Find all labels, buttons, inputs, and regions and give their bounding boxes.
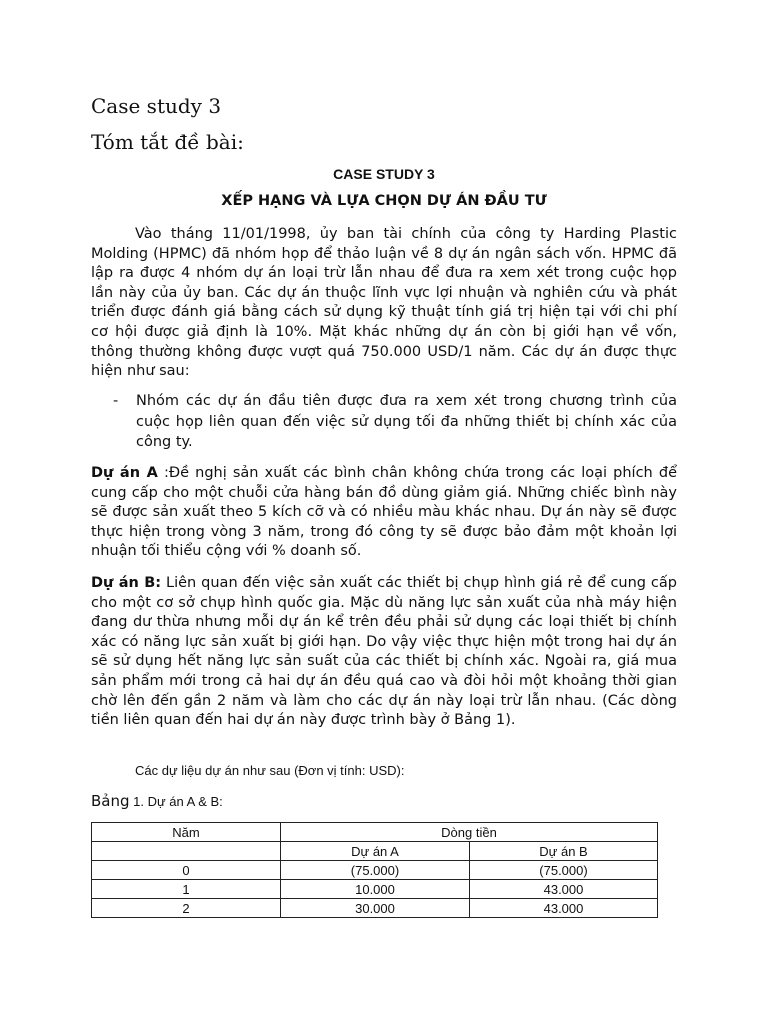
data-note: Các dự liệu dự án như sau (Đơn vị tính: USD): [135,763,405,778]
cell-year: 0 [92,861,281,880]
subheader-project-b: Dự án B [470,842,658,861]
document-title: XẾP HẠNG VÀ LỰA CHỌN DỰ ÁN ĐẦU TƯ [221,193,547,209]
cell-project-a: 10.000 [281,880,470,899]
case-study-label: CASE STUDY 3 [333,166,435,182]
cell-project-a: (75.000) [281,861,470,880]
cell-project-b: 43.000 [470,880,658,899]
bullet-dash: - [113,393,119,409]
cell-year: 1 [92,880,281,899]
project-a-paragraph [91,464,677,562]
subheader-empty [92,842,281,861]
cashflow-table [91,822,658,918]
subheader-project-a: Dự án A [281,842,470,861]
table-caption [91,792,223,810]
intro-paragraph: Vào tháng 11/01/1998, ủy ban tài chính của công ty Harding Plastic Molding (HPMC) đã nhóm họp để thảo luận về 8 dự án ngân sách vốn. HPMC đã lập ra được 4 nhóm dự án loại trừ lẫn nhau để đưa ra xem xét trong cuộc họp lần này của ủy ban. Các dự án thuộc lĩnh vực lợi nhuận và nghiên cứu và phát triển được đánh giá bằng cách sử dụng kỹ thuật tính giá trị hiện tại với chi phí cơ hội được giả định là 10%. Mặt khác những dự án còn bị giới hạn về vốn, thông thường không được vượt quá 750.000 USD/1 năm. Các dự án được thực hiện như sau: [91,226,677,380]
table-row [92,861,658,880]
header-cashflow: Dòng tiền [281,823,658,842]
cell-year: 2 [92,899,281,918]
cell-project-a: 30.000 [281,899,470,918]
table-subheader-row [92,842,658,861]
project-b-paragraph [91,574,677,731]
cell-project-b: 43.000 [470,899,658,918]
bullet-item [91,391,677,453]
bullet-text: Nhóm các dự án đầu tiên được đưa ra xem xét trong chương trình của cuộc họp liên quan đến việc sử dụng tối đa những thiết bị chính xác của công ty. [136,393,677,450]
project-a-text: :Đề nghị sản xuất các bình chân không chứa trong các loại phích để cung cấp cho một chuỗi cửa hàng bán đồ dùng giảm giá. Những chiếc bình này sẽ được sản xuất theo 5 kích cỡ và có nhiều màu khác nhau. Dự án này sẽ được thực hiện trong vòng 3 năm, trong đó công ty sẽ được bảo đảm một khoản lợi nhuận tối thiểu cộng với % doanh số. [91,465,677,560]
case-study-heading: Case study 3 [91,94,222,118]
summary-heading: Tóm tắt đề bài: [91,130,244,154]
cell-project-b: (75.000) [470,861,658,880]
project-b-text: Liên quan đến việc sản xuất các thiết bị chụp hình giá rẻ để cung cấp cho một cơ sở chụp hình quốc gia. Mặc dù năng lực sản xuất của nhà máy hiện đang dư thừa nhưng mỗi dự án kể trên đều phải sử dụng các loại thiết bị chính xác có năng lực sản xuất bị giới hạn. Do vậy việc thực hiện một trong hai dự án sẽ sử dụng hết năng lực sản suất của các thiết bị chính xác. Ngoài ra, giá mua sản phẩm mới trong cả hai dự án đều quá cao và đòi hỏi một khoảng thời gian chờ lên đến gần 2 năm và làm cho các dự án này loại trừ lẫn nhau. (Các dòng tiền liên quan đến hai dự án này được trình bày ở Bảng 1). [91,575,677,729]
project-a-label: Dự án A [91,465,158,481]
table-header-row [92,823,658,842]
table-caption-rest: 1. Dự án A & B: [129,794,223,809]
table-row [92,880,658,899]
project-b-label: Dự án B: [91,575,162,591]
table-caption-word: Bảng [91,792,130,810]
header-year: Năm [92,823,281,842]
table-row [92,899,658,918]
